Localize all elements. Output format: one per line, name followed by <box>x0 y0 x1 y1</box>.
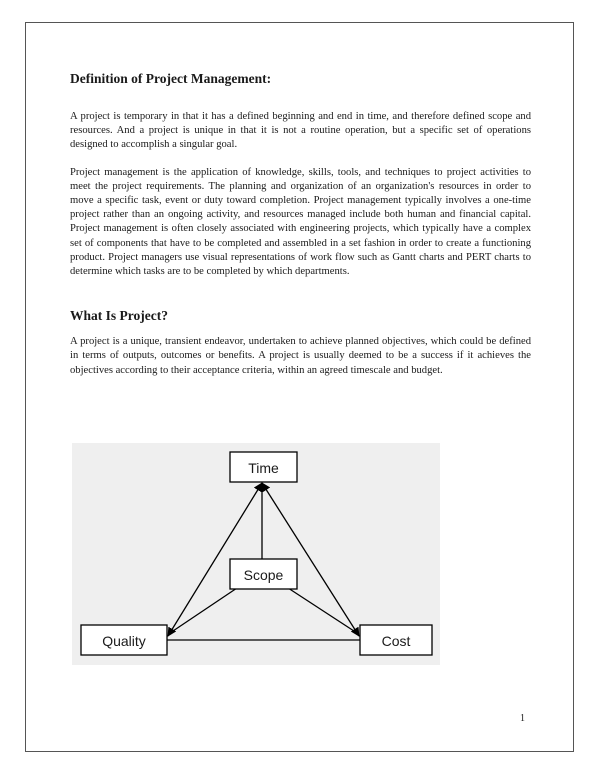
paragraph-what-is-project: A project is a unique, transient endeavor, undertaken to achieve planned objectives, which could be defined in terms of outputs, outcomes or benefits. A project is usually deemed to be a success if it achieves the objectives according to their acceptance criteria, within an agreed timescale and budget. <box>70 336 531 376</box>
node-time-label: Time <box>248 460 279 476</box>
page-number: 1 <box>520 713 525 724</box>
triple-constraint-diagram <box>72 443 440 665</box>
node-scope <box>230 559 297 589</box>
node-quality-label: Quality <box>102 633 146 649</box>
document-body <box>70 64 531 378</box>
section-heading-what-is-project: What Is Project? <box>70 308 168 324</box>
node-cost <box>360 625 432 655</box>
section-heading-definition: Definition of Project Management: <box>70 71 272 86</box>
paragraph-definition-2: Project management is the application of knowledge, skills, tools, and techniques to project activities to meet the project requirements. The planning and organization of an organization's resources in order to move a specific task, event or duty toward completion. Project management typically involves a one-time project rather than an ongoing activity, and resources managed include both human and financial capital. Project management is often closely associated with engineering projects, which typically have a complex set of components that have to be completed and assembled in a set fashion in order to create a functioning product. Project managers use visual representations of work flow such as Gantt charts and PERT charts to determine which tasks are to be completed by which departments. <box>70 166 531 278</box>
node-quality <box>81 625 167 655</box>
node-time <box>230 452 297 482</box>
node-scope-label: Scope <box>243 567 284 583</box>
paragraph-definition-1: A project is temporary in that it has a defined beginning and end in time, and therefore defined scope and resources. And a project is unique in that it is not a routine operation, but a specific set of operations designed to accomplish a singular goal. <box>70 111 531 151</box>
node-cost-label: Cost <box>381 633 411 649</box>
diagram-canvas <box>72 443 440 665</box>
